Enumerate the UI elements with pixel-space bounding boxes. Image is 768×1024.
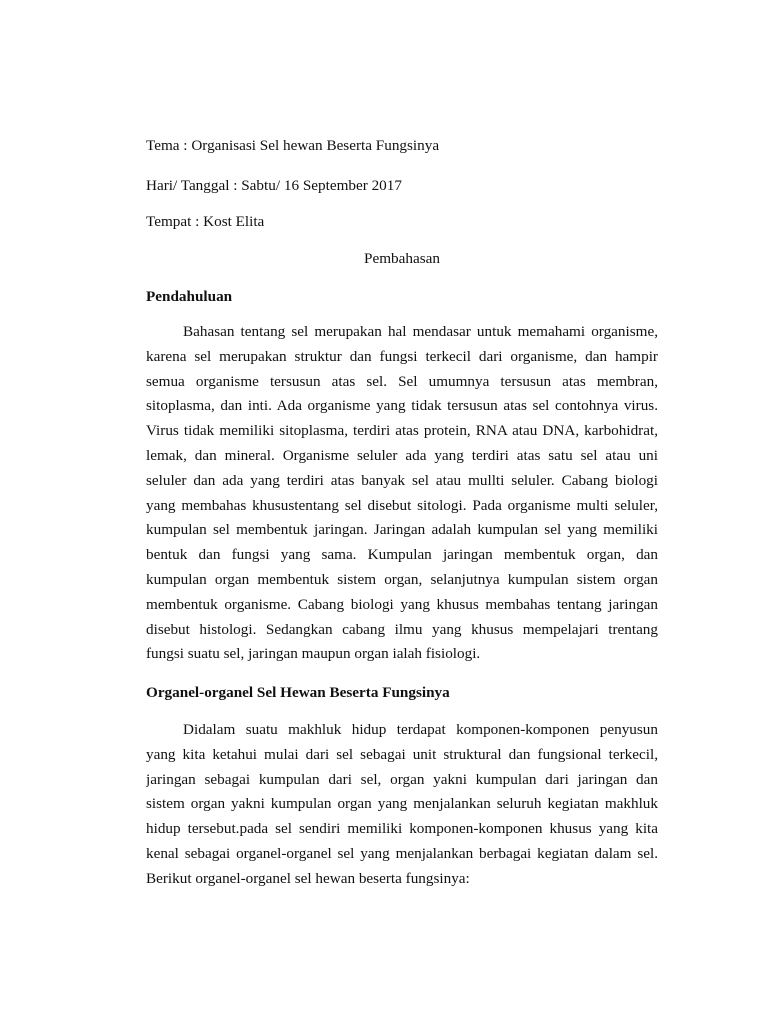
paragraph-line: Bahasan tentang sel merupakan hal mendasar untuk memahami organisme, (183, 323, 658, 340)
paragraph-line: kumpulan organ membentuk sistem organ, selanjutnya kumpulan sistem organ (146, 570, 658, 588)
paragraph-line: Berikut organel-organel sel hewan beserta fungsinya: (146, 869, 470, 887)
paragraph-line: yang kita ketahui mulai dari sel sebagai unit struktural dan fungsional terkecil, (146, 745, 658, 763)
paragraph-line: jaringan sebagai kumpulan dari sel, organ yakni kumpulan dari jaringan dan (146, 770, 658, 788)
paragraph-line: sitoplasma, dan inti. Ada organisme yang tidak tersusun atas sel contohnya virus. (146, 397, 658, 415)
paragraph-line: kumpulan sel membentuk jaringan. Jaringan adalah kumpulan sel yang memiliki (146, 521, 658, 539)
paragraph-line: sistem organ yakni kumpulan organ yang menjalankan seluruh kegiatan makhluk (146, 795, 658, 813)
paragraph-line: Didalam suatu makhluk hidup terdapat komponen-komponen penyusun (183, 721, 658, 738)
paragraph-line: disebut histologi. Sedangkan cabang ilmu yang khusus mempelajari trentang (146, 620, 658, 638)
hari-tanggal-line: Hari/ Tanggal : Sabtu/ 16 September 2017 (146, 177, 402, 194)
paragraph-line: hidup tersebut.pada sel sendiri memiliki komponen-komponen khusus yang kita (146, 820, 658, 838)
paragraph-organel (146, 720, 658, 894)
paragraph-line: bentuk dan fungsi yang sama. Kumpulan jaringan membentuk organ, dan (146, 546, 658, 564)
paragraph-line: seluler dan ada yang terdiri atas banyak sel atau mullti seluler. Cabang biologi (146, 471, 658, 489)
paragraph-line: lemak, dan mineral. Organisme seluler ada yang terdiri atas satu sel atau uni (146, 446, 658, 464)
paragraph-line: semua organisme tersusun atas sel. Sel umumnya tersusun atas membran, (146, 372, 658, 390)
tema-line: Tema : Organisasi Sel hewan Beserta Fungsinya (146, 137, 440, 154)
paragraph-pendahuluan (146, 322, 658, 669)
paragraph-line: fungsi suatu sel, jaringan maupun organ ialah fisiologi. (146, 645, 481, 663)
tempat-line: Tempat : Kost Elita (146, 213, 265, 230)
paragraph-line: yang membahas khusustentang sel disebut sitologi. Pada organisme multi seluler, (146, 496, 658, 514)
section-heading-organel: Organel-organel Sel Hewan Beserta Fungsinya (146, 684, 450, 701)
document-title: Pembahasan (364, 250, 440, 267)
paragraph-line: Virus tidak memiliki sitoplasma, terdiri atas protein, RNA atau DNA, karbohidrat, (146, 422, 658, 440)
paragraph-line: karena sel merupakan struktur dan fungsi terkecil dari organisme, dan hampir (146, 347, 658, 365)
paragraph-line: membentuk organisme. Cabang biologi yang khusus membahas tentang jaringan (146, 595, 658, 613)
paragraph-line: kenal sebagai organel-organel sel yang menjalankan berbagai kegiatan dalam sel. (146, 844, 658, 862)
section-heading-pendahuluan: Pendahuluan (146, 288, 233, 305)
